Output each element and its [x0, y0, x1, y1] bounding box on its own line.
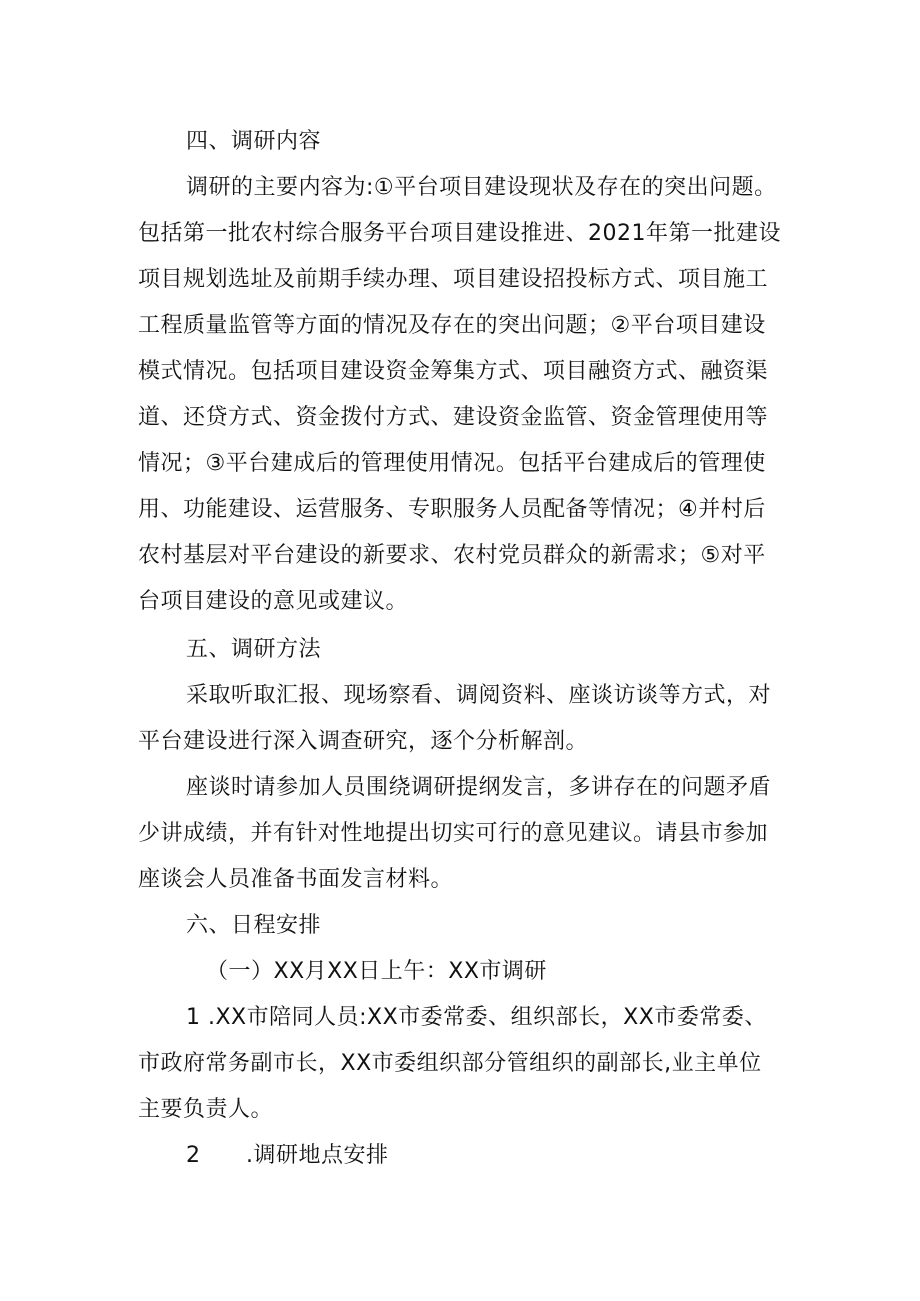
paragraph-line: 采取听取汇报、现场察看、调阅资料、座谈访谈等方式，对 — [186, 683, 772, 708]
paragraph-line: 包括第一批农村综合服务平台项目建设推进、2021年第一批建设 — [138, 221, 781, 246]
list-item-line: 市政府常务副市长，XX市委组织部分管组织的副部长,业主单位 — [138, 1051, 762, 1076]
section-heading-4: 四、调研内容 — [186, 129, 322, 154]
paragraph-line: 情况；③平台建成后的管理使用情况。包括平台建成后的管理使 — [138, 451, 766, 476]
list-item-number: 2 — [186, 1143, 201, 1168]
paragraph-line: 道、还贷方式、资金拨付方式、建设资金监管、资金管理使用等 — [138, 405, 769, 430]
list-item-line: 1 .XX市陪同人员:XX市委常委、组织部长，XX市委常委、 — [186, 1005, 767, 1030]
paragraph-line: 少讲成绩，并有针对性地提出切实可行的意见建议。请县市参加 — [138, 821, 769, 846]
paragraph-line: 平台建设进行深入调查研究，逐个分析解剖。 — [138, 729, 589, 754]
paragraph-line: 工程质量监管等方面的情况及存在的突出问题；②平台项目建设 — [138, 313, 766, 338]
section-heading-5: 五、调研方法 — [186, 637, 322, 662]
paragraph-line: 调研的主要内容为:①平台项目建设现状及存在的突出问题。 — [186, 175, 777, 200]
list-item-line: 主要负责人。 — [138, 1097, 274, 1122]
paragraph-line: 模式情况。包括项目建设资金筹集方式、项目融资方式、融资渠 — [138, 359, 769, 384]
paragraph-line: 用、功能建设、运营服务、专职服务人员配备等情况；④并村后 — [138, 497, 766, 522]
paragraph-line: 台项目建设的意见或建议。 — [138, 589, 409, 614]
subsection-heading: （一）XX月XX日上午：XX市调研 — [206, 959, 547, 984]
paragraph-line: 农村基层对平台建设的新要求、农村党员群众的新需求；⑤对平 — [138, 543, 766, 568]
paragraph-line: 座谈时请参加人员围绕调研提纲发言，多讲存在的问题矛盾 — [186, 775, 772, 800]
list-item-line: .调研地点安排 — [246, 1143, 389, 1168]
paragraph-line: 项目规划选址及前期手续办理、项目建设招投标方式、项目施工 — [138, 267, 769, 292]
section-heading-6: 六、日程安排 — [186, 913, 322, 938]
paragraph-line: 座谈会人员准备书面发言材料。 — [138, 867, 454, 892]
